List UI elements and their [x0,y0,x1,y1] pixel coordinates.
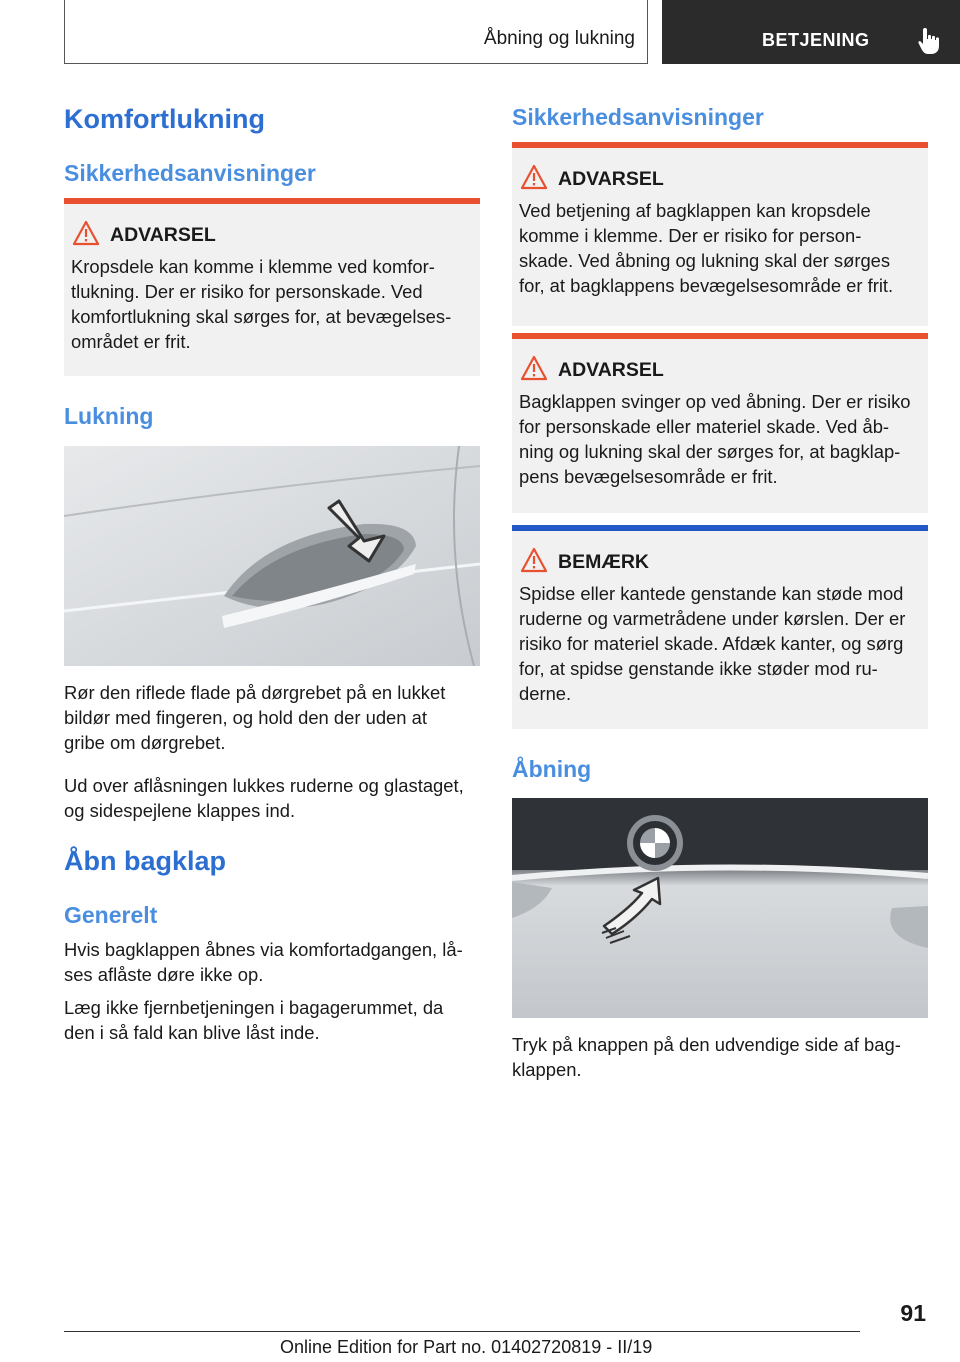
text-line: pens bevægelsesområde er frit. [519,466,778,487]
warning-triangle-icon [520,164,548,190]
text-line: bildør med fingeren, og hold den der uden at [64,707,427,728]
text-line: Kropsdele kan komme i klemme ved komfor- [71,256,435,277]
text-line: Ud over aflåsningen lukkes ruderne og glastaget, [64,775,464,796]
text-line: komme i klemme. Der er risiko for person- [519,225,862,246]
tailgate-button-photo [512,798,928,1018]
warning-bar [512,142,928,148]
warning-text [519,198,922,298]
generelt-paragraph-2 [64,995,484,1045]
text-line: ses aflåste døre ikke op. [64,964,264,985]
heading-aabn-bagklap: Åbn bagklap [64,846,227,876]
section-title: Åbning og lukning [483,28,635,49]
footer-rule [64,1331,860,1332]
warning-bar [512,333,928,339]
generelt-paragraph-1 [64,937,484,987]
chapter-tab-label: BETJENING [762,30,870,50]
text-line: klappen. [512,1059,582,1080]
heading-lukning: Lukning [64,403,154,429]
warning-text [519,389,922,489]
text-line: området er frit. [71,331,191,352]
text-line: for, at bagklappens bevægelsesområde er frit. [519,275,894,296]
text-line: skade. Ved åbning og lukning skal der sørges [519,250,891,271]
text-line: den i så fald kan blive låst inde. [64,1022,320,1043]
warning-label: ADVARSEL [110,224,216,246]
text-line: komfortlukning skal sørges for, at bevægelses- [71,306,452,327]
aabning-paragraph [512,1032,932,1082]
note-text [519,581,922,706]
text-line: gribe om dørgrebet. [64,732,226,753]
note-label: BEMÆRK [558,551,649,573]
note-box-bemaerk [512,525,928,729]
warning-box-bagklap-2 [512,333,928,513]
text-line: Spidse eller kantede genstande kan støde mod [519,583,904,604]
text-line: Ved betjening af bagklappen kan kropsdele [519,200,871,221]
warning-triangle-icon [72,220,100,246]
door-handle-photo [64,446,480,666]
warning-label: ADVARSEL [558,359,664,381]
text-line: derne. [519,683,572,704]
text-line: Rør den riflede flade på dørgrebet på en lukket [64,682,446,703]
warning-triangle-icon [520,547,548,573]
text-line: Hvis bagklappen åbnes via komfortadgangen, lå- [64,939,463,960]
text-line: Bagklappen svinger op ved åbning. Der er risiko [519,391,911,412]
note-bar [512,525,928,531]
text-line: for, at spidse genstande ikke støder mod ru- [519,658,878,679]
text-line: ning og lukning skal der sørges for, at bagklap- [519,441,901,462]
warning-label: ADVARSEL [558,168,664,190]
chapter-tab[interactable] [662,0,960,64]
heading-aabning: Åbning [512,756,592,782]
warning-bar [64,198,480,204]
text-line: Tryk på knappen på den udvendige side af bag- [512,1034,901,1055]
door-handle-illustration [64,446,480,666]
warning-triangle-icon [520,355,548,381]
heading-sikkerhedsanvisninger-right: Sikkerhedsanvisninger [512,104,764,130]
warning-box-bagklap-1 [512,142,928,326]
tailgate-illustration [512,798,928,1018]
text-line: og sidespejlene klappes ind. [64,800,296,821]
lukning-paragraph-1 [64,680,484,755]
text-line: for personskade eller materiel skade. Ved åb- [519,416,890,437]
text-line: Læg ikke fjernbetjeningen i bagagerummet, da [64,997,444,1018]
footer-edition: Online Edition for Part no. 01402720819 - II/19 [280,1337,653,1357]
lukning-paragraph-2 [64,773,484,823]
text-line: risiko for materiel skade. Afdæk kanter, og sørg [519,633,904,654]
text-line: ruderne og varmetrådene under kørslen. Der er [519,608,906,629]
heading-sikkerhedsanvisninger-left: Sikkerhedsanvisninger [64,160,316,186]
warning-box-komfort [64,198,480,376]
header-frame [64,0,648,64]
warning-text [71,254,474,354]
heading-komfortlukning: Komfortlukning [64,104,265,134]
page-number: 91 [900,1300,926,1326]
hand-pointer-icon [916,26,944,56]
heading-generelt: Generelt [64,902,158,928]
text-line: tlukning. Der er risiko for personskade. Ved [71,281,423,302]
